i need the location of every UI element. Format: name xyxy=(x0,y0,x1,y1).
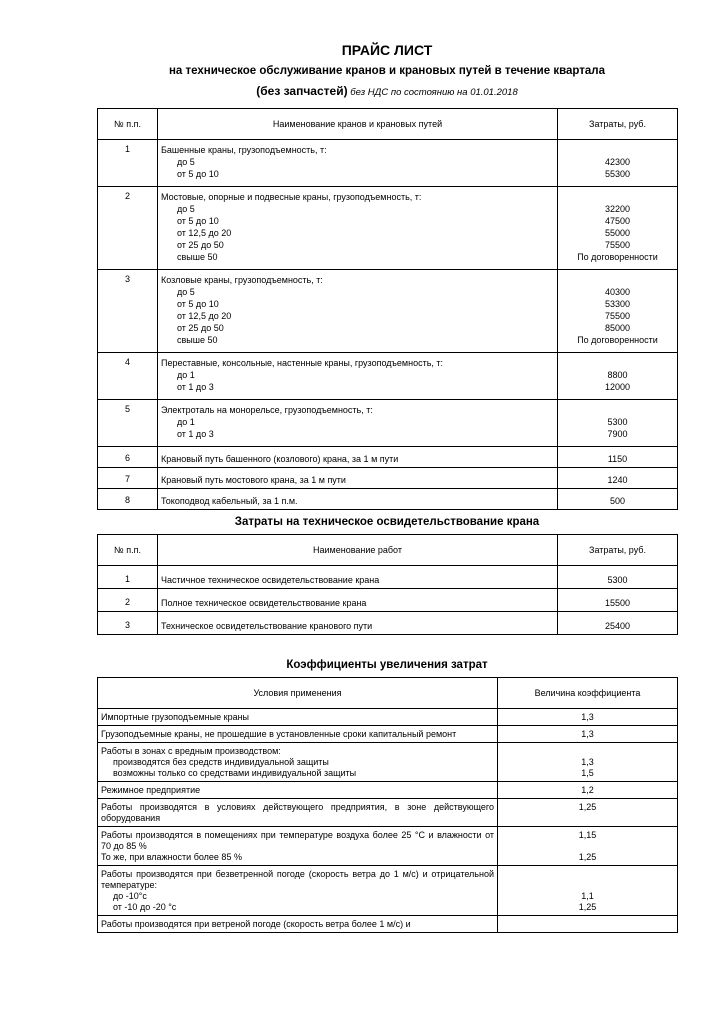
capacity-label: до 5 xyxy=(177,204,195,214)
row-name: Мостовые, опорные и подвесные краны, грузоподъемность, т: xyxy=(161,192,422,202)
cost-value: По договоренности xyxy=(577,252,658,262)
row-value-cell xyxy=(558,468,678,489)
capacity-label: от 25 до 50 xyxy=(177,240,224,250)
coefficient-value: 1,25 xyxy=(578,802,597,812)
price-list-page xyxy=(97,40,677,933)
condition-cell xyxy=(98,782,498,799)
coefficient-value xyxy=(501,919,674,930)
coefficient-value: 1,1 xyxy=(581,891,594,901)
coefficient-cell xyxy=(498,743,678,782)
capacity-label: свыше 50 xyxy=(177,252,218,262)
condition-text: до -10°с xyxy=(113,891,147,901)
table-row xyxy=(98,782,678,799)
capacity-label: от 5 до 10 xyxy=(177,216,219,226)
cost-value: 1150 xyxy=(607,454,628,464)
capacity-label: от 12,5 до 20 xyxy=(177,311,232,321)
crane-maintenance-table xyxy=(97,108,678,510)
condition-cell xyxy=(98,916,498,933)
page-subtitle: на техническое обслуживание кранов и крановых путей в течение квартала xyxy=(168,65,605,77)
coefficient-cell xyxy=(498,866,678,916)
condition-cell xyxy=(98,799,498,827)
table-header-row xyxy=(98,678,678,709)
row-name: Техническое освидетельствование кранового пути xyxy=(158,612,558,635)
coefficient-value: 1,5 xyxy=(581,768,594,778)
cost-value: 500 xyxy=(609,496,626,506)
row-number: 8 xyxy=(98,489,158,510)
table-row xyxy=(98,400,678,447)
cost-value: 5300 xyxy=(607,417,628,427)
coefficient-value: 1,3 xyxy=(581,712,594,722)
col-header-num: № п.п. xyxy=(98,109,158,140)
condition-text: Режимное предприятие xyxy=(101,785,201,795)
table-header-row xyxy=(98,109,678,140)
cost-value: 1240 xyxy=(607,475,628,485)
col-header-coefficient: Величина коэффициента xyxy=(498,678,678,709)
row-number: 6 xyxy=(98,447,158,468)
col-header-num: № п.п. xyxy=(98,535,158,566)
capacity-label: до 1 xyxy=(177,370,195,380)
condition-text: Работы производятся в помещениях при температуре воздуха более 25 °С и влажности от 70 до 85 % xyxy=(101,830,494,851)
table-row xyxy=(98,827,678,866)
cost-value: 85000 xyxy=(604,323,631,333)
cost-value: 47500 xyxy=(604,216,631,226)
table-row xyxy=(98,743,678,782)
coefficient-value: 1,25 xyxy=(578,902,597,912)
cost-value: По договоренности xyxy=(577,335,658,345)
cost-value: 75500 xyxy=(604,311,631,321)
row-name: Полное техническое освидетельствование крана xyxy=(158,589,558,612)
vat-date-note: без НДС по состоянию на 01.01.2018 xyxy=(347,87,518,98)
condition-cell xyxy=(98,709,498,726)
cost-value: 40300 xyxy=(604,287,631,297)
row-name: Электроталь на монорельсе, грузоподъемность, т: xyxy=(161,405,373,415)
col-header-cost: Затраты, руб. xyxy=(558,535,678,566)
coefficient-value: 1,15 xyxy=(578,830,597,840)
row-number: 4 xyxy=(98,353,158,400)
row-name-cell xyxy=(158,468,558,489)
table-row xyxy=(98,140,678,187)
condition-text: Грузоподъемные краны, не прошедшие в установленные сроки капитальный ремонт xyxy=(101,729,457,739)
row-name: Козловые краны, грузоподъемность, т: xyxy=(161,275,323,285)
condition-cell xyxy=(98,726,498,743)
col-header-conditions: Условия применения xyxy=(98,678,498,709)
coefficient-cell xyxy=(498,726,678,743)
row-value-cell xyxy=(558,140,678,187)
row-number: 7 xyxy=(98,468,158,489)
coefficient-cell xyxy=(498,799,678,827)
row-number: 3 xyxy=(98,270,158,353)
cost-value: 75500 xyxy=(604,240,631,250)
row-name: Токоподвод кабельный, за 1 п.м. xyxy=(161,496,298,506)
capacity-label: от 12,5 до 20 xyxy=(177,228,232,238)
cost-value: 7900 xyxy=(607,429,628,439)
condition-text: То же, при влажности более 85 % xyxy=(101,852,242,862)
row-value-cell xyxy=(558,489,678,510)
row-value-cell xyxy=(558,187,678,270)
coefficients-table xyxy=(97,677,678,933)
table-row xyxy=(98,353,678,400)
row-name-cell xyxy=(158,489,558,510)
row-name-cell xyxy=(158,400,558,447)
row-name: Башенные краны, грузоподъемность, т: xyxy=(161,145,327,155)
coefficient-cell xyxy=(498,782,678,799)
condition-cell xyxy=(98,866,498,916)
cost-value: 55000 xyxy=(604,228,631,238)
row-value-cell xyxy=(558,400,678,447)
condition-text: производятся без средств индивидуальной защиты xyxy=(113,757,329,767)
cost-value: 32200 xyxy=(604,204,631,214)
row-number: 2 xyxy=(98,589,158,612)
row-value-cell xyxy=(558,270,678,353)
row-name-cell xyxy=(158,140,558,187)
coefficient-cell xyxy=(498,827,678,866)
coefficient-value: 1,3 xyxy=(581,757,594,767)
coefficient-value: 1,3 xyxy=(581,729,594,739)
condition-text: Работы производятся при ветреной погоде (скорость ветра более 1 м/с) и xyxy=(101,919,411,929)
capacity-label: до 5 xyxy=(177,287,195,297)
table-row xyxy=(98,270,678,353)
capacity-label: от 5 до 10 xyxy=(177,169,219,179)
cost-value: 53300 xyxy=(604,299,631,309)
row-name-cell xyxy=(158,353,558,400)
table-row xyxy=(98,589,678,612)
page-title: ПРАЙС ЛИСТ xyxy=(341,42,433,58)
condition-cell xyxy=(98,827,498,866)
row-name-cell xyxy=(158,187,558,270)
cost-value: 15500 xyxy=(558,589,678,612)
table-row xyxy=(98,866,678,916)
table-row xyxy=(98,612,678,635)
capacity-label: до 1 xyxy=(177,417,195,427)
capacity-label: свыше 50 xyxy=(177,335,218,345)
condition-text: от -10 до -20 °с xyxy=(113,902,177,912)
capacity-label: от 1 до 3 xyxy=(177,382,214,392)
capacity-label: от 1 до 3 xyxy=(177,429,214,439)
table-row xyxy=(98,726,678,743)
cost-value: 8800 xyxy=(607,370,628,380)
row-value-cell xyxy=(558,353,678,400)
capacity-label: от 25 до 50 xyxy=(177,323,224,333)
coefficient-value xyxy=(501,869,674,891)
condition-text: Импортные грузоподъемные краны xyxy=(101,712,250,722)
inspection-cost-table xyxy=(97,534,678,635)
section-title-inspection: Затраты на техническое освидетельствование крана xyxy=(234,516,540,528)
row-name: Крановый путь мостового крана, за 1 м пути xyxy=(161,475,346,485)
table-row xyxy=(98,709,678,726)
row-number: 1 xyxy=(98,566,158,589)
cost-value: 5300 xyxy=(558,566,678,589)
row-name: Крановый путь башенного (козлового) крана, за 1 м пути xyxy=(161,454,399,464)
row-name: Частичное техническое освидетельствование крана xyxy=(158,566,558,589)
coefficient-value: 1,2 xyxy=(581,785,594,795)
coefficient-cell xyxy=(498,709,678,726)
row-number: 2 xyxy=(98,187,158,270)
condition-text: Работы производятся при безветренной погоде (скорость ветра до 1 м/с) и отрицательной температуре: xyxy=(101,869,494,890)
cost-value: 25400 xyxy=(558,612,678,635)
row-value-cell xyxy=(558,447,678,468)
row-name: Переставные, консольные, настенные краны, грузоподъемность, т: xyxy=(161,358,444,368)
row-number: 5 xyxy=(98,400,158,447)
condition-text: возможны только со средствами индивидуальной защиты xyxy=(113,768,357,778)
table-row xyxy=(98,468,678,489)
row-name-cell xyxy=(158,270,558,353)
coefficient-value: 1,25 xyxy=(578,852,597,862)
cost-value: 12000 xyxy=(604,382,631,392)
table-header-row xyxy=(98,535,678,566)
col-header-cost: Затраты, руб. xyxy=(558,109,678,140)
table-row xyxy=(98,447,678,468)
row-number: 3 xyxy=(98,612,158,635)
row-number: 1 xyxy=(98,140,158,187)
table-row xyxy=(98,489,678,510)
coefficient-cell xyxy=(498,916,678,933)
cost-value: 55300 xyxy=(604,169,631,179)
section-title-coefficients: Коэффициенты увеличения затрат xyxy=(286,659,488,671)
table-row xyxy=(98,566,678,589)
page-subtitle-note xyxy=(97,82,677,100)
row-name-cell xyxy=(158,447,558,468)
no-spare-parts-note: (без запчастей) xyxy=(256,84,348,98)
condition-text: Работы производятся в условиях действующего предприятия, в зоне действующего оборудования xyxy=(101,802,494,823)
table-row xyxy=(98,916,678,933)
cost-value: 42300 xyxy=(604,157,631,167)
table-row xyxy=(98,799,678,827)
capacity-label: до 5 xyxy=(177,157,195,167)
condition-cell xyxy=(98,743,498,782)
coefficient-value xyxy=(501,746,674,757)
capacity-label: от 5 до 10 xyxy=(177,299,219,309)
table-row xyxy=(98,187,678,270)
condition-text: Работы в зонах с вредным производством: xyxy=(101,746,281,756)
col-header-name: Наименование кранов и крановых путей xyxy=(158,109,558,140)
col-header-work-name: Наименование работ xyxy=(158,535,558,566)
